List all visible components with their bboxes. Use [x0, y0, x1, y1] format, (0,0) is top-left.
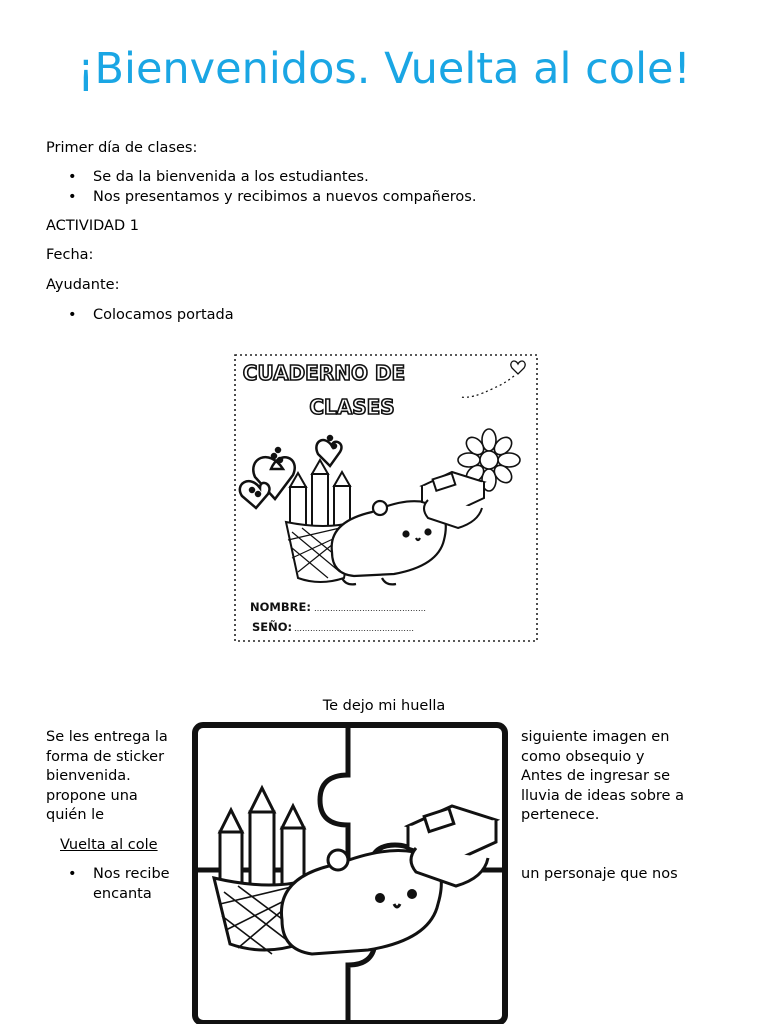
puzzle-image: [190, 720, 510, 1024]
right-line: siguiente imagen en: [521, 729, 670, 745]
bullet-icon: •: [68, 307, 77, 323]
bullet-icon: •: [68, 189, 77, 205]
page-title: ¡Bienvenidos. Vuelta al cole!: [77, 44, 691, 94]
list-item: [68, 169, 369, 185]
right-line: lluvia de ideas sobre a: [521, 787, 684, 804]
puzzle-caption: Te dejo mi huella: [322, 698, 446, 714]
cover-title-line2: CLASES: [309, 395, 395, 419]
right-line: un personaje que nos: [521, 865, 678, 882]
left-bullet-line: Nos recibe: [93, 866, 170, 882]
seno-label: SEÑO:: [252, 620, 293, 634]
left-bullet-line: encanta: [93, 885, 152, 902]
left-line: Se les entrega la: [46, 729, 168, 745]
left-line: quién le: [46, 807, 105, 823]
nombre-label: NOMBRE:: [250, 600, 311, 614]
left-text-column: [46, 728, 186, 904]
nombre-line: ……………………………………: [314, 604, 426, 613]
list-item: [46, 865, 186, 904]
list-item-text: Se da la bienvenida a los estudiantes.: [93, 169, 369, 185]
list-item: [68, 307, 234, 323]
left-line: bienvenida.: [46, 768, 131, 784]
ayudante-label: Ayudante:: [46, 277, 120, 293]
cover-title-line1: CUADERNO DE: [242, 361, 406, 385]
left-line: forma de sticker: [46, 748, 165, 765]
seno-line: ………………………………………: [294, 624, 414, 633]
intro-text: Primer día de clases:: [46, 140, 198, 156]
bullet-icon: •: [68, 169, 77, 185]
right-line: pertenece.: [521, 807, 600, 823]
activity-heading: ACTIVIDAD 1: [46, 218, 139, 234]
right-line: Antes de ingresar se: [521, 768, 671, 784]
fecha-label: Fecha:: [46, 247, 94, 263]
bullet-icon: •: [68, 866, 77, 882]
right-line: como obsequio y: [521, 748, 645, 765]
vuelta-al-cole-link: Vuelta al cole: [60, 836, 158, 853]
list-item-text: Colocamos portada: [93, 307, 234, 323]
list-item-text: Nos presentamos y recibimos a nuevos compañeros.: [93, 189, 477, 205]
notebook-cover-image: [232, 352, 540, 644]
left-line: propone una: [46, 787, 138, 804]
right-text-column: [521, 728, 721, 884]
list-item: [68, 189, 476, 205]
